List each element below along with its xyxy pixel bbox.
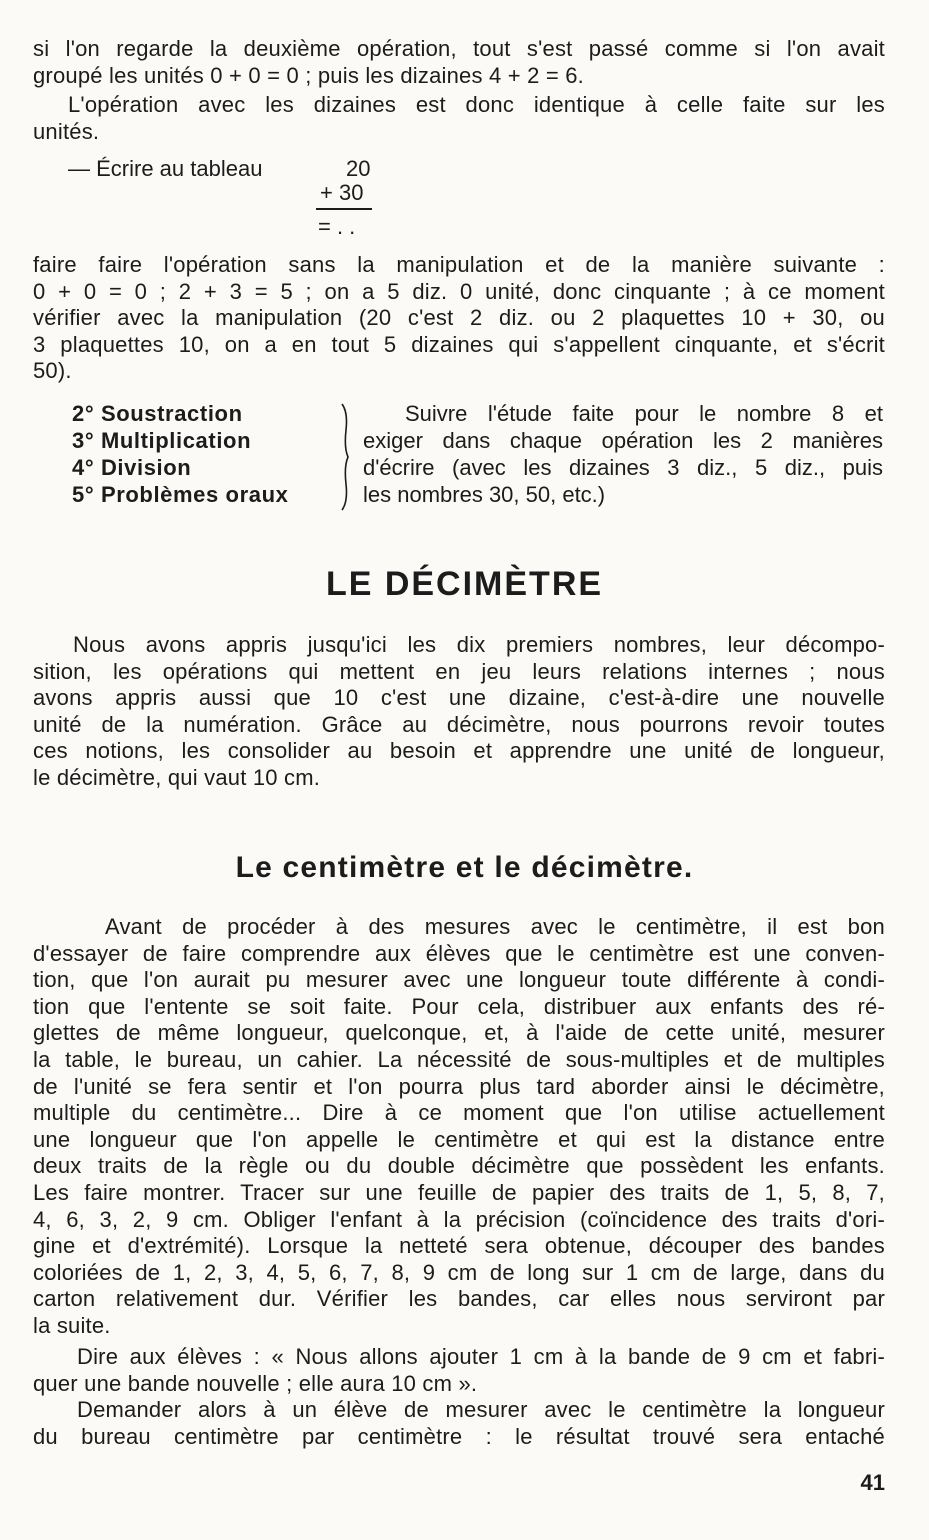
text-line: unité de la numération. Grâce au décimètre, nous pourrons revoir toutes [33,711,885,737]
sum-result: = . . [318,214,356,239]
text-line: sition, les opérations qui mettent en jeu leurs relations internes ; nous [33,658,885,684]
text-line: ces notions, les consolider au besoin et apprendre une unité de longueur, [33,738,885,764]
paragraph-dire-aux-eleves [33,1344,885,1397]
text-line: du bureau centimètre par centimètre : le résultat trouvé sera entaché [33,1423,885,1449]
text-line: 50). [33,358,72,384]
text-line: vérifier avec la manipulation (20 c'est 2 diz. ou 2 plaquettes 10 + 30, ou [33,305,885,331]
text-line: Avant de procéder à des mesures avec le centimètre, il est bon [105,914,885,939]
intro-paragraph [33,36,885,89]
text-line: la suite. [33,1312,111,1338]
text-line: les nombres 30, 50, etc.) [363,482,606,507]
paragraph-decimetre-intro [33,632,885,792]
text-line: faire faire l'opération sans la manipulation et de la manière suivante : [33,252,885,277]
tableau-label: — Écrire au tableau [68,156,263,181]
text-line: une longueur que l'on appelle le centimètre et qui est la distance entre [33,1126,885,1152]
text-line: 0 + 0 = 0 ; 2 + 3 = 5 ; on a 5 diz. 0 unité, donc cinquante ; à ce moment [33,278,885,304]
text-line: deux traits de la règle ou du double décimètre que possèdent les enfants. [33,1153,885,1179]
operation-item: 4° Division [72,455,192,480]
paragraph-dizaines [33,92,885,145]
text-line: Les faire montrer. Tracer sur une feuille de papier des traits de 1, 5, 8, 7, [33,1179,885,1205]
operation-item: 2° Soustraction [72,401,243,426]
section-title: LE DÉCIMÈTRE [325,565,604,603]
text-line: d'essayer de faire comprendre aux élèves que le centimètre est une conven- [33,940,885,966]
text-line: avons appris aussi que 10 c'est une dizaine, c'est-à-dire une nouvelle [33,685,885,711]
sum-operand-2: + 30 [320,180,364,205]
text-line: si l'on regarde la deuxième opération, tout s'est passé comme si l'on avait [33,36,885,61]
text-line: multiple du centimètre... Dire à ce moment que l'on utilise actuellement [33,1100,885,1126]
page-number: 41 [860,1470,885,1495]
operations-list [72,400,288,508]
sum-rule [316,208,372,210]
text-line: tion que l'entente se soit faite. Pour cela, distribuer aux enfants des ré- [33,993,885,1019]
text-line: Demander alors à un élève de mesurer avec le centimètre la longueur [77,1397,885,1422]
text-line: le décimètre, qui vaut 10 cm. [33,764,321,790]
text-line: quer une bande nouvelle ; elle aura 10 cm ». [33,1370,478,1396]
text-line: de l'unité se fera sentir et l'on pourra plus tard aborder ainsi le décimètre, [33,1073,885,1099]
text-line: carton relativement dur. Vérifier les bandes, car elles nous serviront par [33,1286,885,1312]
text-line: glettes de même longueur, quelconque, et, à l'aide de cette unité, mesurer [33,1020,885,1046]
text-line: Suivre l'étude faite pour le nombre 8 et [405,401,883,426]
text-line: d'écrire (avec les dizaines 3 diz., 5 diz., puis [363,455,883,480]
curly-brace-icon [330,402,360,512]
text-line: exiger dans chaque opération les 2 manières [363,428,883,453]
text-line: 3 plaquettes 10, on a en tout 5 dizaines qui s'appellent cinquante, et s'écrit [33,331,885,357]
text-line: 4, 6, 3, 2, 9 cm. Obliger l'enfant à la précision (coïncidence des traits d'ori- [33,1206,885,1232]
text-line: L'opération avec les dizaines est donc identique à celle faite sur les [68,92,885,117]
paragraph-manipulation [33,252,885,385]
text-line: Nous avons appris jusqu'ici les dix premiers nombres, leur décompo- [73,632,885,657]
subsection-title: Le centimètre et le décimètre. [235,851,694,884]
operation-item: 5° Problèmes oraux [72,482,289,507]
operations-instructions [363,400,883,508]
text-line: coloriées de 1, 2, 3, 4, 5, 6, 7, 8, 9 cm de long sur 1 cm de large, dans du [33,1259,885,1285]
text-line: groupé les unités 0 + 0 = 0 ; puis les dizaines 4 + 2 = 6. [33,62,584,88]
sum-operand-1: 20 [346,156,371,181]
text-line: la table, le bureau, un cahier. La nécessité de sous-multiples et de multiples [33,1046,885,1072]
text-line: tion, que l'on aurait pu mesurer avec une longueur toute différente à condi- [33,967,885,993]
paragraph-demander [33,1397,885,1450]
text-line: unités. [33,118,100,144]
paragraph-centimetre [33,914,885,1340]
operation-item: 3° Multiplication [72,428,252,453]
text-line: Dire aux élèves : « Nous allons ajouter 1 cm à la bande de 9 cm et fabri- [77,1344,885,1369]
text-line: gine et d'extrémité). Lorsque la netteté sera obtenue, découper des bandes [33,1233,885,1259]
